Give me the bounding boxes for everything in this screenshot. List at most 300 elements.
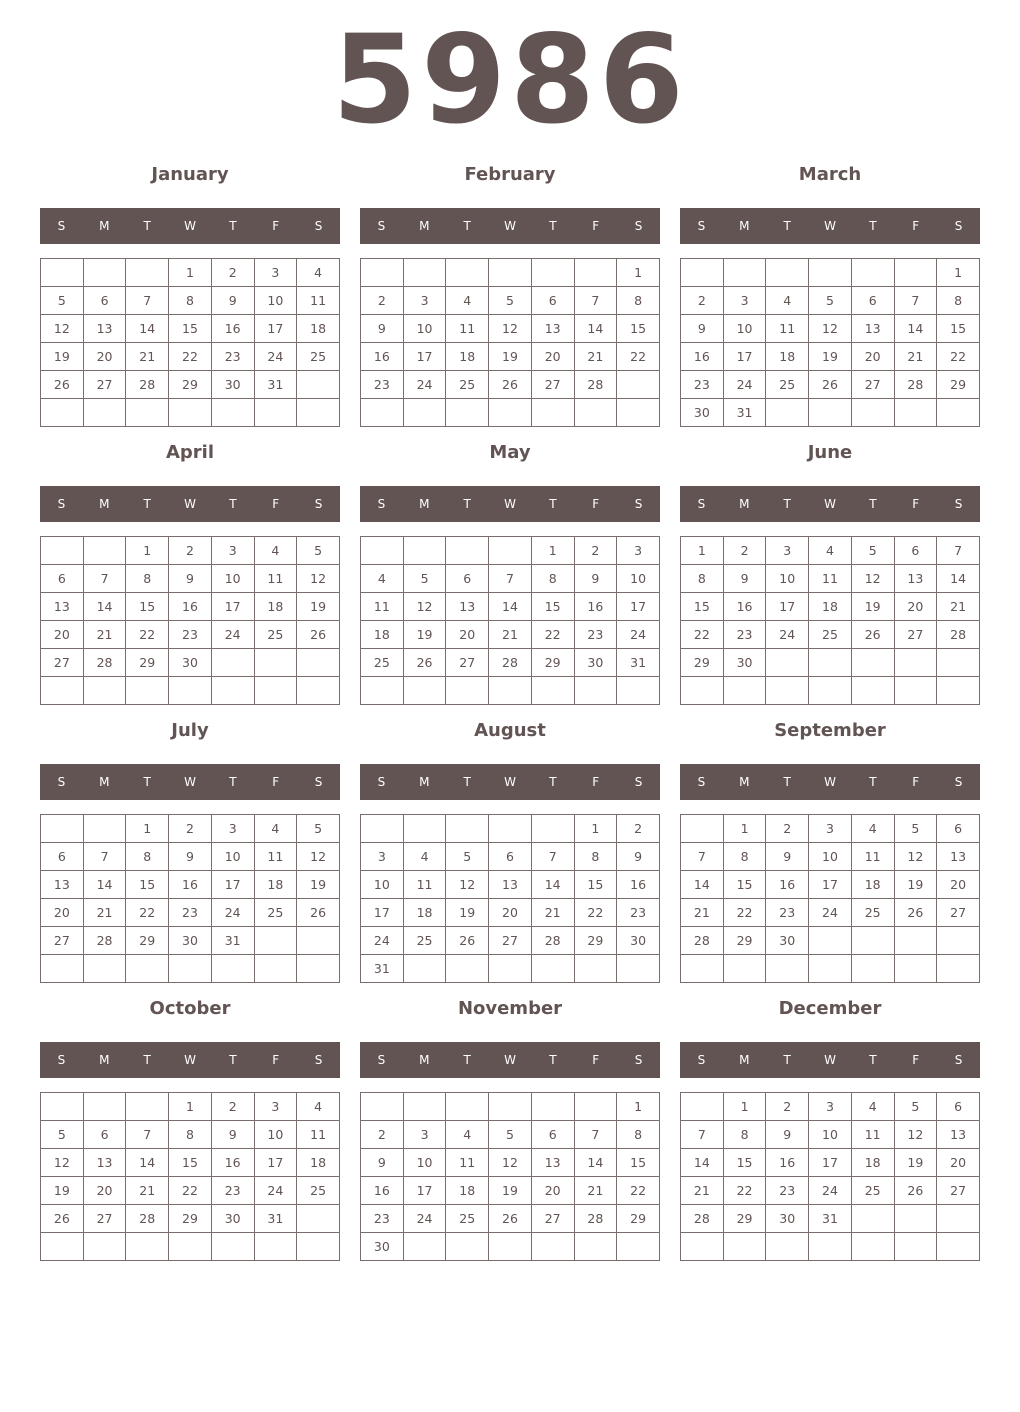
day-cell: 3: [254, 259, 297, 287]
day-cell: 22: [937, 343, 980, 371]
day-cell: 19: [489, 343, 532, 371]
day-cell: 3: [211, 815, 254, 843]
empty-day-cell: [894, 649, 937, 677]
empty-day-cell: [41, 815, 84, 843]
day-cell: 18: [851, 1149, 894, 1177]
empty-day-cell: [361, 677, 404, 705]
day-cell: 4: [297, 1093, 340, 1121]
empty-day-cell: [766, 955, 809, 983]
day-cell: 28: [83, 649, 126, 677]
day-cell: 24: [403, 371, 446, 399]
day-cell: 28: [681, 1205, 724, 1233]
weekday-label: W: [184, 775, 196, 789]
weekday-label: T: [143, 497, 151, 511]
day-cell: 12: [41, 1149, 84, 1177]
day-cell: 30: [361, 1233, 404, 1261]
day-cell: 13: [83, 315, 126, 343]
day-cell: 25: [297, 1177, 340, 1205]
day-cell: 8: [126, 565, 169, 593]
day-cell: 26: [446, 927, 489, 955]
day-cell: 17: [254, 315, 297, 343]
day-cell: 29: [574, 927, 617, 955]
empty-day-cell: [531, 259, 574, 287]
empty-day-cell: [851, 259, 894, 287]
day-cell: 8: [617, 1121, 660, 1149]
day-cell: 18: [446, 343, 489, 371]
empty-day-cell: [403, 955, 446, 983]
empty-day-cell: [489, 537, 532, 565]
weekday-label: M: [419, 219, 430, 233]
weekday-label: T: [229, 775, 237, 789]
weekday-label: M: [99, 775, 110, 789]
week-row: [41, 343, 340, 371]
weekday-label: S: [57, 775, 66, 789]
day-cell: 1: [723, 815, 766, 843]
week-row: [41, 315, 340, 343]
weekday-label: F: [272, 219, 280, 233]
empty-day-cell: [851, 955, 894, 983]
day-cell: 24: [361, 927, 404, 955]
day-cell: 15: [531, 593, 574, 621]
weekday-label: S: [634, 775, 643, 789]
day-cell: 6: [531, 287, 574, 315]
empty-day-cell: [446, 1093, 489, 1121]
weekday-label: F: [272, 775, 280, 789]
day-cell: 2: [766, 1093, 809, 1121]
weekday-label: T: [143, 775, 151, 789]
day-cell: 19: [894, 871, 937, 899]
day-cell: 18: [403, 899, 446, 927]
empty-day-cell: [254, 955, 297, 983]
week-row: [41, 927, 340, 955]
day-grid: [40, 1092, 340, 1261]
day-cell: 24: [723, 371, 766, 399]
empty-day-cell: [254, 927, 297, 955]
day-cell: 24: [766, 621, 809, 649]
week-row: [361, 537, 660, 565]
day-cell: 7: [574, 287, 617, 315]
weekday-label: T: [549, 1053, 557, 1067]
empty-day-cell: [83, 955, 126, 983]
day-cell: 19: [809, 343, 852, 371]
day-cell: 8: [169, 287, 212, 315]
weekday-label: M: [419, 1053, 430, 1067]
day-cell: 13: [41, 593, 84, 621]
week-row: [361, 593, 660, 621]
day-cell: 3: [254, 1093, 297, 1121]
day-cell: 30: [574, 649, 617, 677]
day-cell: 25: [361, 649, 404, 677]
day-cell: 17: [617, 593, 660, 621]
week-row: [41, 899, 340, 927]
day-cell: 7: [83, 843, 126, 871]
day-cell: 19: [297, 593, 340, 621]
day-cell: 27: [937, 899, 980, 927]
day-cell: 17: [766, 593, 809, 621]
empty-day-cell: [531, 677, 574, 705]
day-cell: 15: [681, 593, 724, 621]
day-cell: 27: [446, 649, 489, 677]
day-cell: 12: [851, 565, 894, 593]
day-cell: 27: [531, 371, 574, 399]
month-name: November: [457, 998, 563, 1019]
day-cell: 28: [894, 371, 937, 399]
day-cell: 10: [766, 565, 809, 593]
empty-day-cell: [809, 399, 852, 427]
day-cell: 10: [254, 1121, 297, 1149]
day-cell: 6: [937, 1093, 980, 1121]
day-grid: [360, 1092, 660, 1261]
weekday-label: T: [143, 1053, 151, 1067]
day-grid: [680, 1092, 980, 1261]
day-cell: 25: [851, 1177, 894, 1205]
empty-day-cell: [681, 259, 724, 287]
day-cell: 4: [361, 565, 404, 593]
day-cell: 14: [681, 1149, 724, 1177]
empty-day-cell: [894, 927, 937, 955]
day-cell: 7: [574, 1121, 617, 1149]
empty-day-cell: [723, 259, 766, 287]
day-cell: 24: [254, 1177, 297, 1205]
day-cell: 14: [531, 871, 574, 899]
empty-day-cell: [574, 399, 617, 427]
empty-day-cell: [574, 1093, 617, 1121]
day-cell: 9: [211, 1121, 254, 1149]
month-name: July: [171, 720, 209, 741]
weekday-label: S: [697, 219, 706, 233]
day-cell: 27: [41, 927, 84, 955]
day-cell: 27: [41, 649, 84, 677]
empty-day-cell: [851, 399, 894, 427]
day-cell: 26: [894, 899, 937, 927]
day-cell: 7: [681, 843, 724, 871]
day-cell: 19: [403, 621, 446, 649]
day-cell: 14: [83, 871, 126, 899]
empty-day-cell: [126, 1233, 169, 1261]
day-cell: 12: [446, 871, 489, 899]
day-cell: 16: [766, 871, 809, 899]
day-cell: 1: [169, 259, 212, 287]
day-cell: 13: [41, 871, 84, 899]
day-cell: 23: [169, 899, 212, 927]
empty-day-cell: [41, 955, 84, 983]
week-row: [681, 1121, 980, 1149]
empty-day-cell: [254, 677, 297, 705]
day-cell: 1: [531, 537, 574, 565]
day-cell: 24: [403, 1205, 446, 1233]
day-cell: 16: [211, 315, 254, 343]
day-cell: 19: [41, 343, 84, 371]
day-cell: 13: [531, 1149, 574, 1177]
empty-day-cell: [574, 955, 617, 983]
empty-day-cell: [403, 815, 446, 843]
week-row: [681, 899, 980, 927]
day-cell: 25: [297, 343, 340, 371]
weekday-label: M: [739, 775, 750, 789]
empty-day-cell: [126, 1093, 169, 1121]
empty-day-cell: [937, 399, 980, 427]
empty-day-cell: [531, 815, 574, 843]
weekday-label: T: [783, 497, 791, 511]
week-row: [41, 565, 340, 593]
day-cell: 23: [361, 1205, 404, 1233]
week-row: [361, 621, 660, 649]
empty-day-cell: [766, 1233, 809, 1261]
day-cell: 16: [211, 1149, 254, 1177]
day-cell: 21: [681, 1177, 724, 1205]
empty-day-cell: [297, 955, 340, 983]
week-row: [681, 399, 980, 427]
day-cell: 25: [254, 899, 297, 927]
day-cell: 22: [574, 899, 617, 927]
day-cell: 17: [809, 871, 852, 899]
day-cell: 10: [723, 315, 766, 343]
day-cell: 8: [574, 843, 617, 871]
weekday-label: T: [783, 219, 791, 233]
day-cell: 31: [617, 649, 660, 677]
empty-day-cell: [446, 815, 489, 843]
day-cell: 22: [169, 1177, 212, 1205]
empty-day-cell: [211, 955, 254, 983]
empty-day-cell: [169, 1233, 212, 1261]
day-cell: 17: [403, 1177, 446, 1205]
empty-day-cell: [83, 1093, 126, 1121]
week-row: [681, 287, 980, 315]
day-cell: 13: [937, 843, 980, 871]
day-cell: 20: [894, 593, 937, 621]
day-cell: 10: [403, 1149, 446, 1177]
day-cell: 6: [83, 1121, 126, 1149]
day-cell: 14: [574, 315, 617, 343]
day-cell: 24: [254, 343, 297, 371]
day-cell: 22: [617, 343, 660, 371]
empty-day-cell: [446, 955, 489, 983]
day-cell: 9: [169, 565, 212, 593]
day-cell: 22: [617, 1177, 660, 1205]
day-cell: 29: [681, 649, 724, 677]
empty-day-cell: [723, 1233, 766, 1261]
weekday-label: W: [824, 497, 836, 511]
empty-day-cell: [41, 1093, 84, 1121]
empty-day-cell: [617, 955, 660, 983]
day-cell: 29: [126, 649, 169, 677]
day-cell: 15: [937, 315, 980, 343]
day-cell: 11: [809, 565, 852, 593]
day-cell: 13: [446, 593, 489, 621]
empty-day-cell: [809, 927, 852, 955]
weekday-label: W: [184, 497, 196, 511]
day-cell: 13: [894, 565, 937, 593]
day-cell: 5: [297, 815, 340, 843]
weekday-label: T: [143, 219, 151, 233]
day-cell: 21: [126, 1177, 169, 1205]
week-row: [361, 565, 660, 593]
weekday-label: S: [377, 775, 386, 789]
week-row: [41, 871, 340, 899]
empty-day-cell: [894, 955, 937, 983]
weekday-label: S: [377, 219, 386, 233]
day-cell: 3: [211, 537, 254, 565]
day-cell: 27: [531, 1205, 574, 1233]
week-row: [361, 871, 660, 899]
empty-day-cell: [446, 259, 489, 287]
empty-day-cell: [809, 649, 852, 677]
day-cell: 7: [83, 565, 126, 593]
weekday-label: M: [419, 775, 430, 789]
empty-day-cell: [617, 371, 660, 399]
weekday-label: M: [99, 497, 110, 511]
empty-day-cell: [574, 677, 617, 705]
day-grid: [680, 814, 980, 983]
day-cell: 2: [723, 537, 766, 565]
empty-day-cell: [809, 1233, 852, 1261]
day-cell: 29: [126, 927, 169, 955]
day-cell: 1: [126, 815, 169, 843]
day-cell: 5: [894, 1093, 937, 1121]
empty-day-cell: [361, 399, 404, 427]
empty-day-cell: [297, 371, 340, 399]
empty-day-cell: [531, 1233, 574, 1261]
weekday-label: W: [504, 775, 516, 789]
day-cell: 3: [766, 537, 809, 565]
day-cell: 9: [361, 315, 404, 343]
empty-day-cell: [809, 259, 852, 287]
day-cell: 1: [126, 537, 169, 565]
weekday-label: F: [592, 219, 600, 233]
day-cell: 10: [361, 871, 404, 899]
day-cell: 22: [681, 621, 724, 649]
day-cell: 5: [403, 565, 446, 593]
weekday-label: F: [272, 497, 280, 511]
day-cell: 10: [809, 843, 852, 871]
day-cell: 11: [297, 287, 340, 315]
day-cell: 12: [489, 315, 532, 343]
empty-day-cell: [937, 649, 980, 677]
empty-day-cell: [681, 1233, 724, 1261]
weekday-label: T: [869, 219, 877, 233]
empty-day-cell: [169, 677, 212, 705]
day-cell: 26: [41, 1205, 84, 1233]
weekday-label: T: [869, 775, 877, 789]
day-cell: 5: [894, 815, 937, 843]
day-cell: 16: [169, 593, 212, 621]
empty-day-cell: [83, 399, 126, 427]
empty-day-cell: [681, 677, 724, 705]
weekday-header: [40, 764, 340, 800]
day-cell: 30: [169, 927, 212, 955]
empty-day-cell: [83, 1233, 126, 1261]
empty-day-cell: [894, 1233, 937, 1261]
empty-day-cell: [297, 649, 340, 677]
month-name: October: [149, 998, 231, 1019]
day-cell: 11: [851, 843, 894, 871]
day-cell: 12: [809, 315, 852, 343]
empty-day-cell: [361, 537, 404, 565]
day-cell: 21: [489, 621, 532, 649]
week-row: [41, 537, 340, 565]
day-cell: 7: [489, 565, 532, 593]
empty-day-cell: [489, 399, 532, 427]
day-cell: 8: [937, 287, 980, 315]
weekday-label: F: [912, 219, 920, 233]
day-cell: 11: [254, 565, 297, 593]
day-cell: 8: [617, 287, 660, 315]
weekday-label: S: [634, 1053, 643, 1067]
day-cell: 2: [211, 259, 254, 287]
day-cell: 23: [766, 1177, 809, 1205]
day-cell: 12: [41, 315, 84, 343]
day-cell: 26: [489, 371, 532, 399]
weekday-label: S: [697, 775, 706, 789]
week-row: [681, 537, 980, 565]
day-cell: 2: [617, 815, 660, 843]
day-cell: 2: [681, 287, 724, 315]
week-row: [361, 1205, 660, 1233]
day-cell: 20: [489, 899, 532, 927]
empty-day-cell: [297, 1233, 340, 1261]
day-cell: 28: [531, 927, 574, 955]
day-cell: 4: [446, 1121, 489, 1149]
empty-day-cell: [361, 815, 404, 843]
month-name: January: [151, 164, 229, 185]
day-grid: [360, 814, 660, 983]
day-cell: 20: [41, 899, 84, 927]
day-cell: 2: [766, 815, 809, 843]
day-cell: 17: [254, 1149, 297, 1177]
week-row: [681, 565, 980, 593]
day-cell: 7: [126, 287, 169, 315]
day-cell: 13: [83, 1149, 126, 1177]
weekday-label: S: [377, 497, 386, 511]
day-cell: 8: [681, 565, 724, 593]
day-cell: 15: [617, 315, 660, 343]
weekday-label: W: [824, 775, 836, 789]
day-cell: 17: [361, 899, 404, 927]
day-cell: 14: [937, 565, 980, 593]
empty-day-cell: [361, 259, 404, 287]
weekday-label: S: [314, 1053, 323, 1067]
empty-day-cell: [211, 649, 254, 677]
week-row: [41, 371, 340, 399]
day-cell: 3: [809, 1093, 852, 1121]
day-cell: 14: [681, 871, 724, 899]
day-cell: 24: [211, 621, 254, 649]
day-cell: 14: [126, 315, 169, 343]
empty-day-cell: [937, 927, 980, 955]
day-cell: 22: [723, 1177, 766, 1205]
week-row: [41, 1205, 340, 1233]
empty-day-cell: [126, 677, 169, 705]
day-cell: 7: [126, 1121, 169, 1149]
month-name: December: [778, 998, 882, 1019]
week-row: [361, 315, 660, 343]
day-cell: 15: [169, 315, 212, 343]
day-cell: 5: [489, 287, 532, 315]
day-cell: 4: [766, 287, 809, 315]
day-cell: 23: [766, 899, 809, 927]
weekday-label: W: [504, 497, 516, 511]
day-cell: 24: [617, 621, 660, 649]
day-cell: 18: [297, 1149, 340, 1177]
day-cell: 17: [809, 1149, 852, 1177]
empty-day-cell: [83, 537, 126, 565]
day-grid: [360, 536, 660, 705]
weekday-label: T: [229, 497, 237, 511]
day-cell: 10: [617, 565, 660, 593]
day-cell: 9: [617, 843, 660, 871]
week-row: [681, 871, 980, 899]
week-row: [361, 815, 660, 843]
